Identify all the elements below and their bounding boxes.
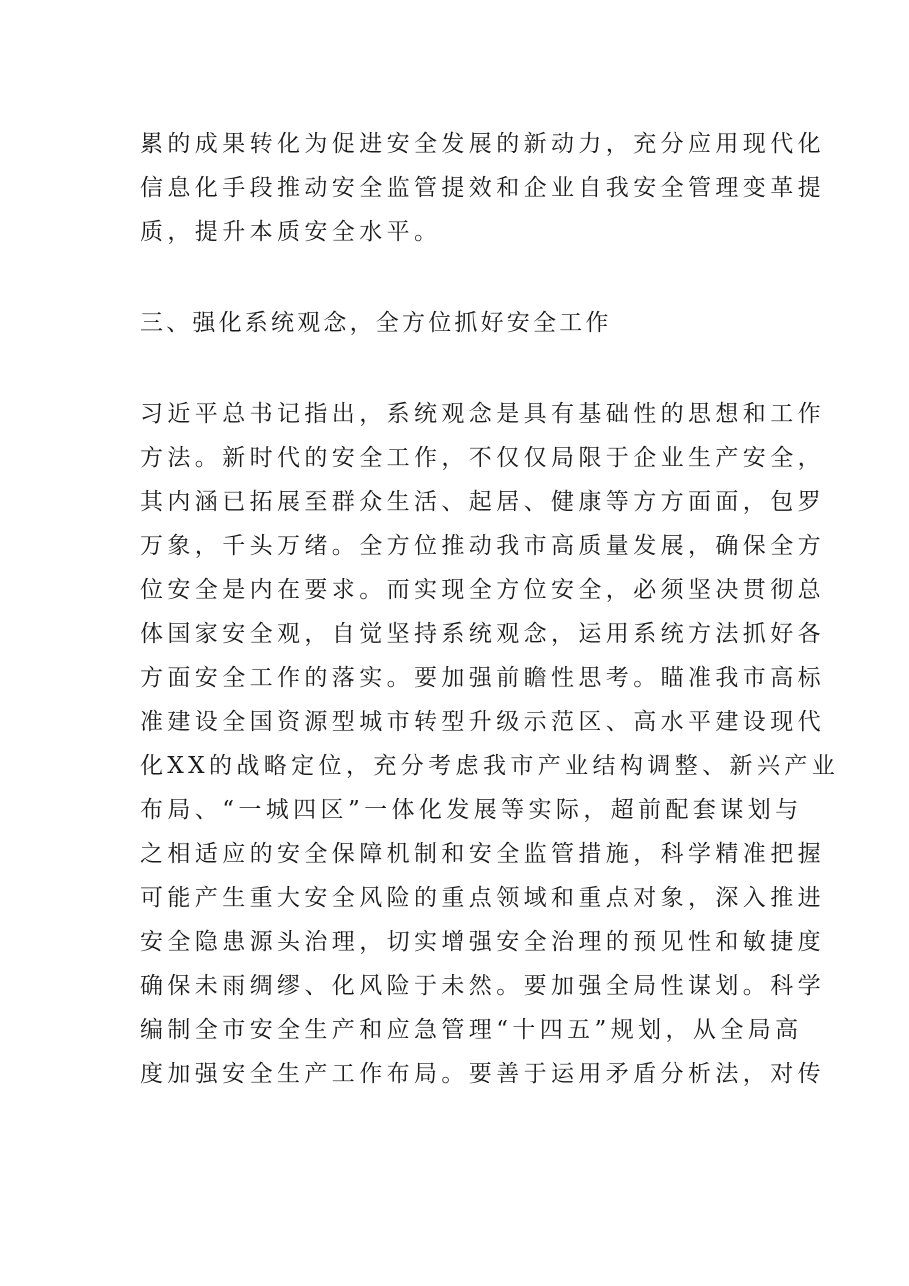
paragraph-line: 万象，千头万绪。全方位推动我市高质量发展，确保全方 [140, 533, 825, 559]
paragraph-line: 确保未雨绸缪、化风险于未然。要加强全局性谋划。科学 [140, 973, 825, 999]
paragraph-line: 方面安全工作的落实。要加强前瞻性思考。瞄准我市高标 [140, 665, 825, 691]
paragraph-line: 安全隐患源头治理，切实增强安全治理的预见性和敏捷度 [140, 929, 825, 955]
paragraph-line: 其内涵已拓展至群众生活、起居、健康等方方面面，包罗 [140, 489, 825, 515]
section-heading: 三、强化系统观念，全方位抓好安全工作 [140, 310, 612, 336]
document-body [140, 122, 840, 1096]
paragraph-line: 累的成果转化为促进安全发展的新动力，充分应用现代化 [140, 131, 825, 157]
paragraph-line: 布局、“一城四区”一体化发展等实际，超前配套谋划与 [140, 797, 803, 823]
paragraph-line: 准建设全国资源型城市转型升级示范区、高水平建设现代 [140, 709, 825, 735]
paragraph-line: 体国家安全观，自觉坚持系统观念，运用系统方法抓好各 [140, 621, 825, 647]
paragraph-line: 质，提升本质安全水平。 [140, 219, 442, 245]
paragraph-line: 编制全市安全生产和应急管理“十四五”规划，从全局高 [140, 1017, 803, 1043]
paragraph-line: 习近平总书记指出，系统观念是具有基础性的思想和工作 [140, 401, 825, 427]
paragraph-line: 方法。新时代的安全工作，不仅仅局限于企业生产安全， [140, 445, 825, 471]
paragraph-1 [140, 122, 825, 254]
paragraph-line: 信息化手段推动安全监管提效和企业自我安全管理变革提 [140, 175, 825, 201]
paragraph-2 [140, 392, 840, 1096]
paragraph-line: 度加强安全生产工作布局。要善于运用矛盾分析法，对传 [140, 1061, 825, 1087]
paragraph-line: 化XX的战略定位，充分考虑我市产业结构调整、新兴产业 [140, 753, 840, 779]
paragraph-line: 之相适应的安全保障机制和安全监管措施，科学精准把握 [140, 841, 825, 867]
paragraph-line: 位安全是内在要求。而实现全方位安全，必须坚决贯彻总 [140, 577, 825, 603]
paragraph-line: 可能产生重大安全风险的重点领域和重点对象，深入推进 [140, 885, 825, 911]
